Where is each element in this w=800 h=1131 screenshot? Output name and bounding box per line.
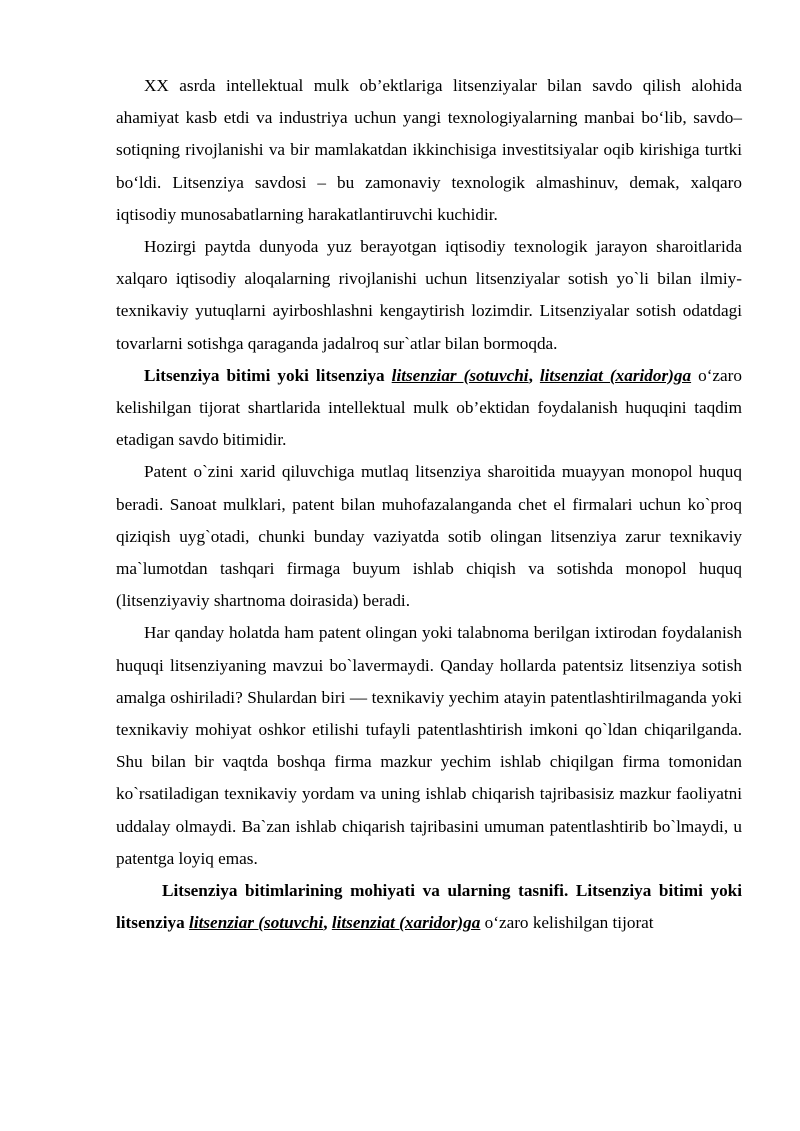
paragraph-2: Hozirgi paytda dunyoda yuz berayotgan iqtisodiy texnologik jarayon sharoitlarida xalqaro iqtisodiy aloqalarning rivojlanishi uchun litsenziyalar sotish yo`li bilan ilmiy-texnikaviy yutuqlarni ayirboshlashni kengaytirish lozimdir. Litsenziyalar sotish odatdagi tovarlarni sotishga qaraganda jadalroq sur`atlar bilan bormoqda.	[116, 237, 742, 353]
document-body	[116, 70, 742, 939]
term-separator: ,	[528, 365, 533, 385]
term-separator: ,	[323, 913, 328, 933]
term-licensee: litsenziat (xaridor)ga	[539, 365, 692, 385]
section-text: o‘zaro kelishilgan tijorat	[484, 913, 654, 933]
definition-lead: Litsenziya bitimi yoki litsenziya	[144, 365, 385, 385]
paragraph-5: Har qanday holatda ham patent olingan yoki talabnoma berilgan ixtirodan foydalanish huquqi litsenziyaning mavzui bo`lavermaydi. Qanday hollarda patentsiz litsenziya sotish amalga oshiriladi? Shulardan biri — texnikaviy yechim atayin patentlashtirilmaganda yoki texnikaviy mohiyat oshkor etilishi tufayli patentlashtirish imkoni qo`ldan chiqarilganda. Shu bilan bir vaqtda boshqa firma mazkur yechim ishlab chiqilgan firma tomonidan ko`rsatiladigan texnikaviy yordam va uning ishlab chiqarish tajribasisiz mazkur faoliyatni uddalay olmaydi. Ba`zan ishlab chiqarish tajribasini umuman patentlashtirib bo`lmaydi, u patentga loyiq emas.	[116, 623, 742, 868]
definition-text: o‘zaro kelishilgan tijorat shartlarida intellektual mulk ob’ektidan foydalanish huquqini taqdim etadigan savdo bitimidir.	[116, 365, 743, 450]
term-licensee: litsenziat (xaridor)ga	[331, 913, 481, 933]
paragraph-1: XX asrda intellektual mulk ob’ektlariga litsenziyalar bilan savdo qilish alohida ahamiyat kasb etdi va industriya uchun yangi texnologiyalarning manbai bo‘lib, savdo–sotiqning rivojlanishi va bir mamlakatdan ikkinchisiga investitsiyalar oqib kirishiga turtki bo‘ldi. Litsenziya savdosi – bu zamonaviy texnologik almashinuv, demak, xalqaro iqtisodiy munosabatlarning harakatlantiruvchi kuchidir.	[116, 76, 742, 224]
paragraph-6	[116, 875, 742, 939]
term-licensor: litsenziar (sotuvchi	[189, 913, 324, 933]
section-heading-lead: Litsenziya bitimlarining mohiyati va ularning tasnifi. Litsenziya bitimi yoki litsenziya	[116, 881, 742, 933]
paragraph-3	[116, 360, 742, 457]
term-licensor: litsenziar (sotuvchi	[391, 365, 529, 385]
paragraph-4: Patent o`zini xarid qiluvchiga mutlaq litsenziya sharoitida muayyan monopol huquq beradi. Sanoat mulklari, patent bilan muhofazalanganda chet el firmalari uchun ko`proq qiziqish uyg`otadi, chunki bunday vaziyatda sotib olingan litsenziya zarur texnikaviy ma`lumotdan tashqari firmaga buyum ishlab chiqish va sotishda monopol huquq (litsenziyaviy shartnoma doirasida) beradi.	[116, 462, 742, 611]
